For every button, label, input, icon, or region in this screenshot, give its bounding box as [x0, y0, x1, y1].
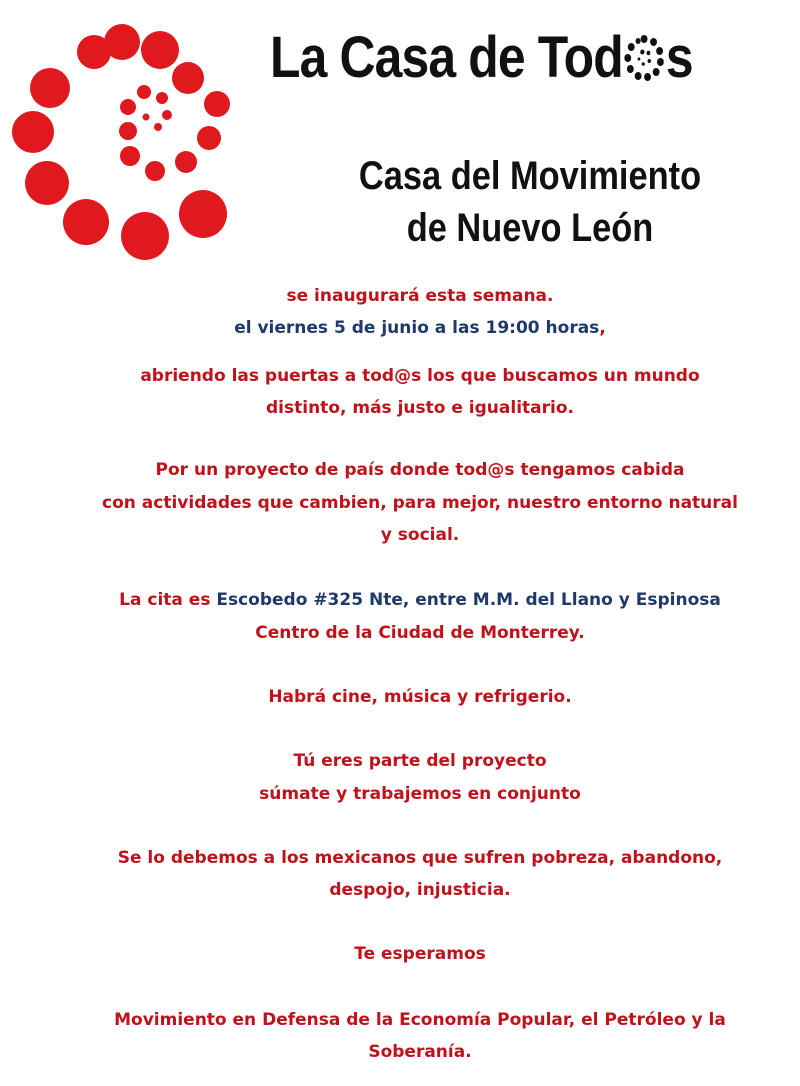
line-join-1: Tú eres parte del proyecto	[293, 751, 547, 771]
line-activities: Habrá cine, música y refrigerio.	[268, 687, 572, 707]
line-inauguration: se inaugurará esta semana.	[286, 286, 554, 306]
line-signature-1: Movimiento en Defensa de la Economía Popular, el Petróleo y la	[114, 1010, 726, 1030]
line-debt-1: Se lo debemos a los mexicanos que sufren pobreza, abandono,	[117, 848, 723, 868]
line-project-3: y social.	[380, 525, 460, 545]
line-opening-2: distinto, más justo e igualitario.	[266, 398, 574, 418]
brand-title-start: La Casa de Tod	[270, 25, 623, 90]
date-comma: ,	[599, 318, 606, 338]
line-opening-1: abriendo las puertas a tod@s los que buscamos un mundo	[140, 366, 700, 386]
address-text: Escobedo #325 Nte, entre M.M. del Llano y Espinosa	[216, 590, 721, 610]
line-signature-2: Soberanía.	[368, 1042, 472, 1062]
line-closing: Te esperamos	[354, 944, 486, 964]
subtitle-line-1: Casa del Movimiento	[358, 154, 702, 198]
line-address	[0, 590, 800, 610]
line-project-1: Por un proyecto de país donde tod@s tengamos cabida	[155, 460, 685, 480]
red-dot-spiral-icon	[0, 0, 260, 270]
line-join-2: súmate y trabajemos en conjunto	[259, 784, 581, 804]
subtitle-line-2: de Nuevo León	[406, 206, 654, 250]
line-debt-2: despojo, injusticia.	[329, 880, 511, 900]
date-text: el viernes 5 de junio a las 19:00 horas	[234, 318, 600, 338]
line-date	[0, 318, 800, 338]
brand-title-end: s	[665, 25, 693, 90]
dot-ring-icon	[625, 35, 665, 81]
line-project-2: con actividades que cambien, para mejor, nuestro entorno natural	[102, 493, 738, 513]
address-intro: La cita es	[119, 590, 217, 610]
brand-title	[270, 18, 717, 98]
page-subtitle	[332, 150, 728, 254]
line-city: Centro de la Ciudad de Monterrey.	[255, 623, 585, 643]
